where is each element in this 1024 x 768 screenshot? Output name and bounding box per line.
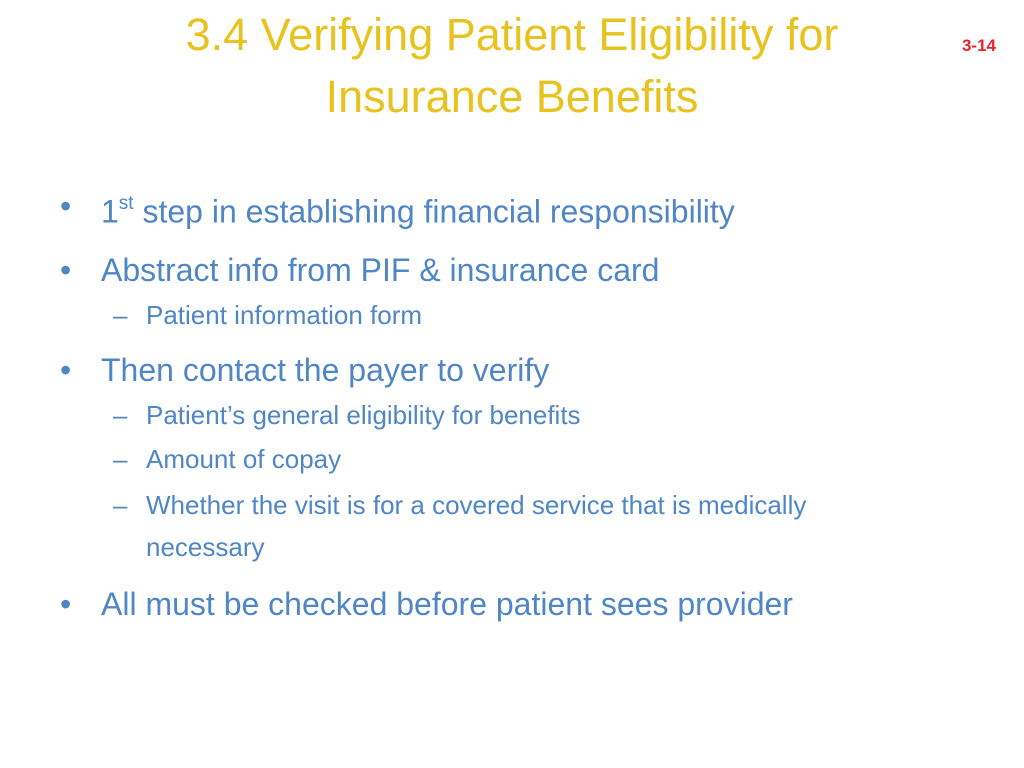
sub-bullet-text: Amount of copay xyxy=(146,443,342,474)
bullet-text: Abstract info from PIF & insurance card xyxy=(101,251,660,288)
dash-marker: – xyxy=(113,443,128,474)
bullet-text: All must be checked before patient sees provider xyxy=(101,585,793,622)
sub-bullet-item xyxy=(60,296,980,334)
bullet-item xyxy=(60,250,980,290)
bullet-marker: • xyxy=(60,351,72,388)
bullet-text: step in establishing financial responsibility xyxy=(133,193,735,230)
bullet-item xyxy=(60,350,980,390)
sub-bullet-item xyxy=(60,396,980,434)
bullet-item xyxy=(60,186,980,232)
slide-title xyxy=(60,4,964,128)
bullet-marker: • xyxy=(60,585,72,622)
bullet-list xyxy=(60,186,980,642)
sub-bullet-text: Patient’s general eligibility for benefits xyxy=(146,399,581,430)
bullet-marker: • xyxy=(60,188,72,224)
dash-marker: – xyxy=(113,489,128,520)
dash-marker: – xyxy=(113,399,128,430)
sub-bullet-item xyxy=(60,440,980,478)
bullet-item xyxy=(60,584,980,624)
sub-bullet-item xyxy=(60,484,980,568)
sub-bullet-text: Whether the visit is for a covered service that is medically necessary xyxy=(146,489,807,562)
slide-title-line1: 3.4 Verifying Patient Eligibility for xyxy=(185,9,839,60)
bullet-text: Then contact the payer to verify xyxy=(101,351,550,388)
bullet-prefix: 1 xyxy=(101,193,119,230)
sub-bullet-text: Patient information form xyxy=(146,299,423,330)
dash-marker: – xyxy=(113,299,128,330)
bullet-superscript: st xyxy=(118,193,134,214)
bullet-marker: • xyxy=(60,251,72,288)
slide-number: 3-14 xyxy=(961,36,996,55)
slide-title-line2: Insurance Benefits xyxy=(325,71,699,122)
